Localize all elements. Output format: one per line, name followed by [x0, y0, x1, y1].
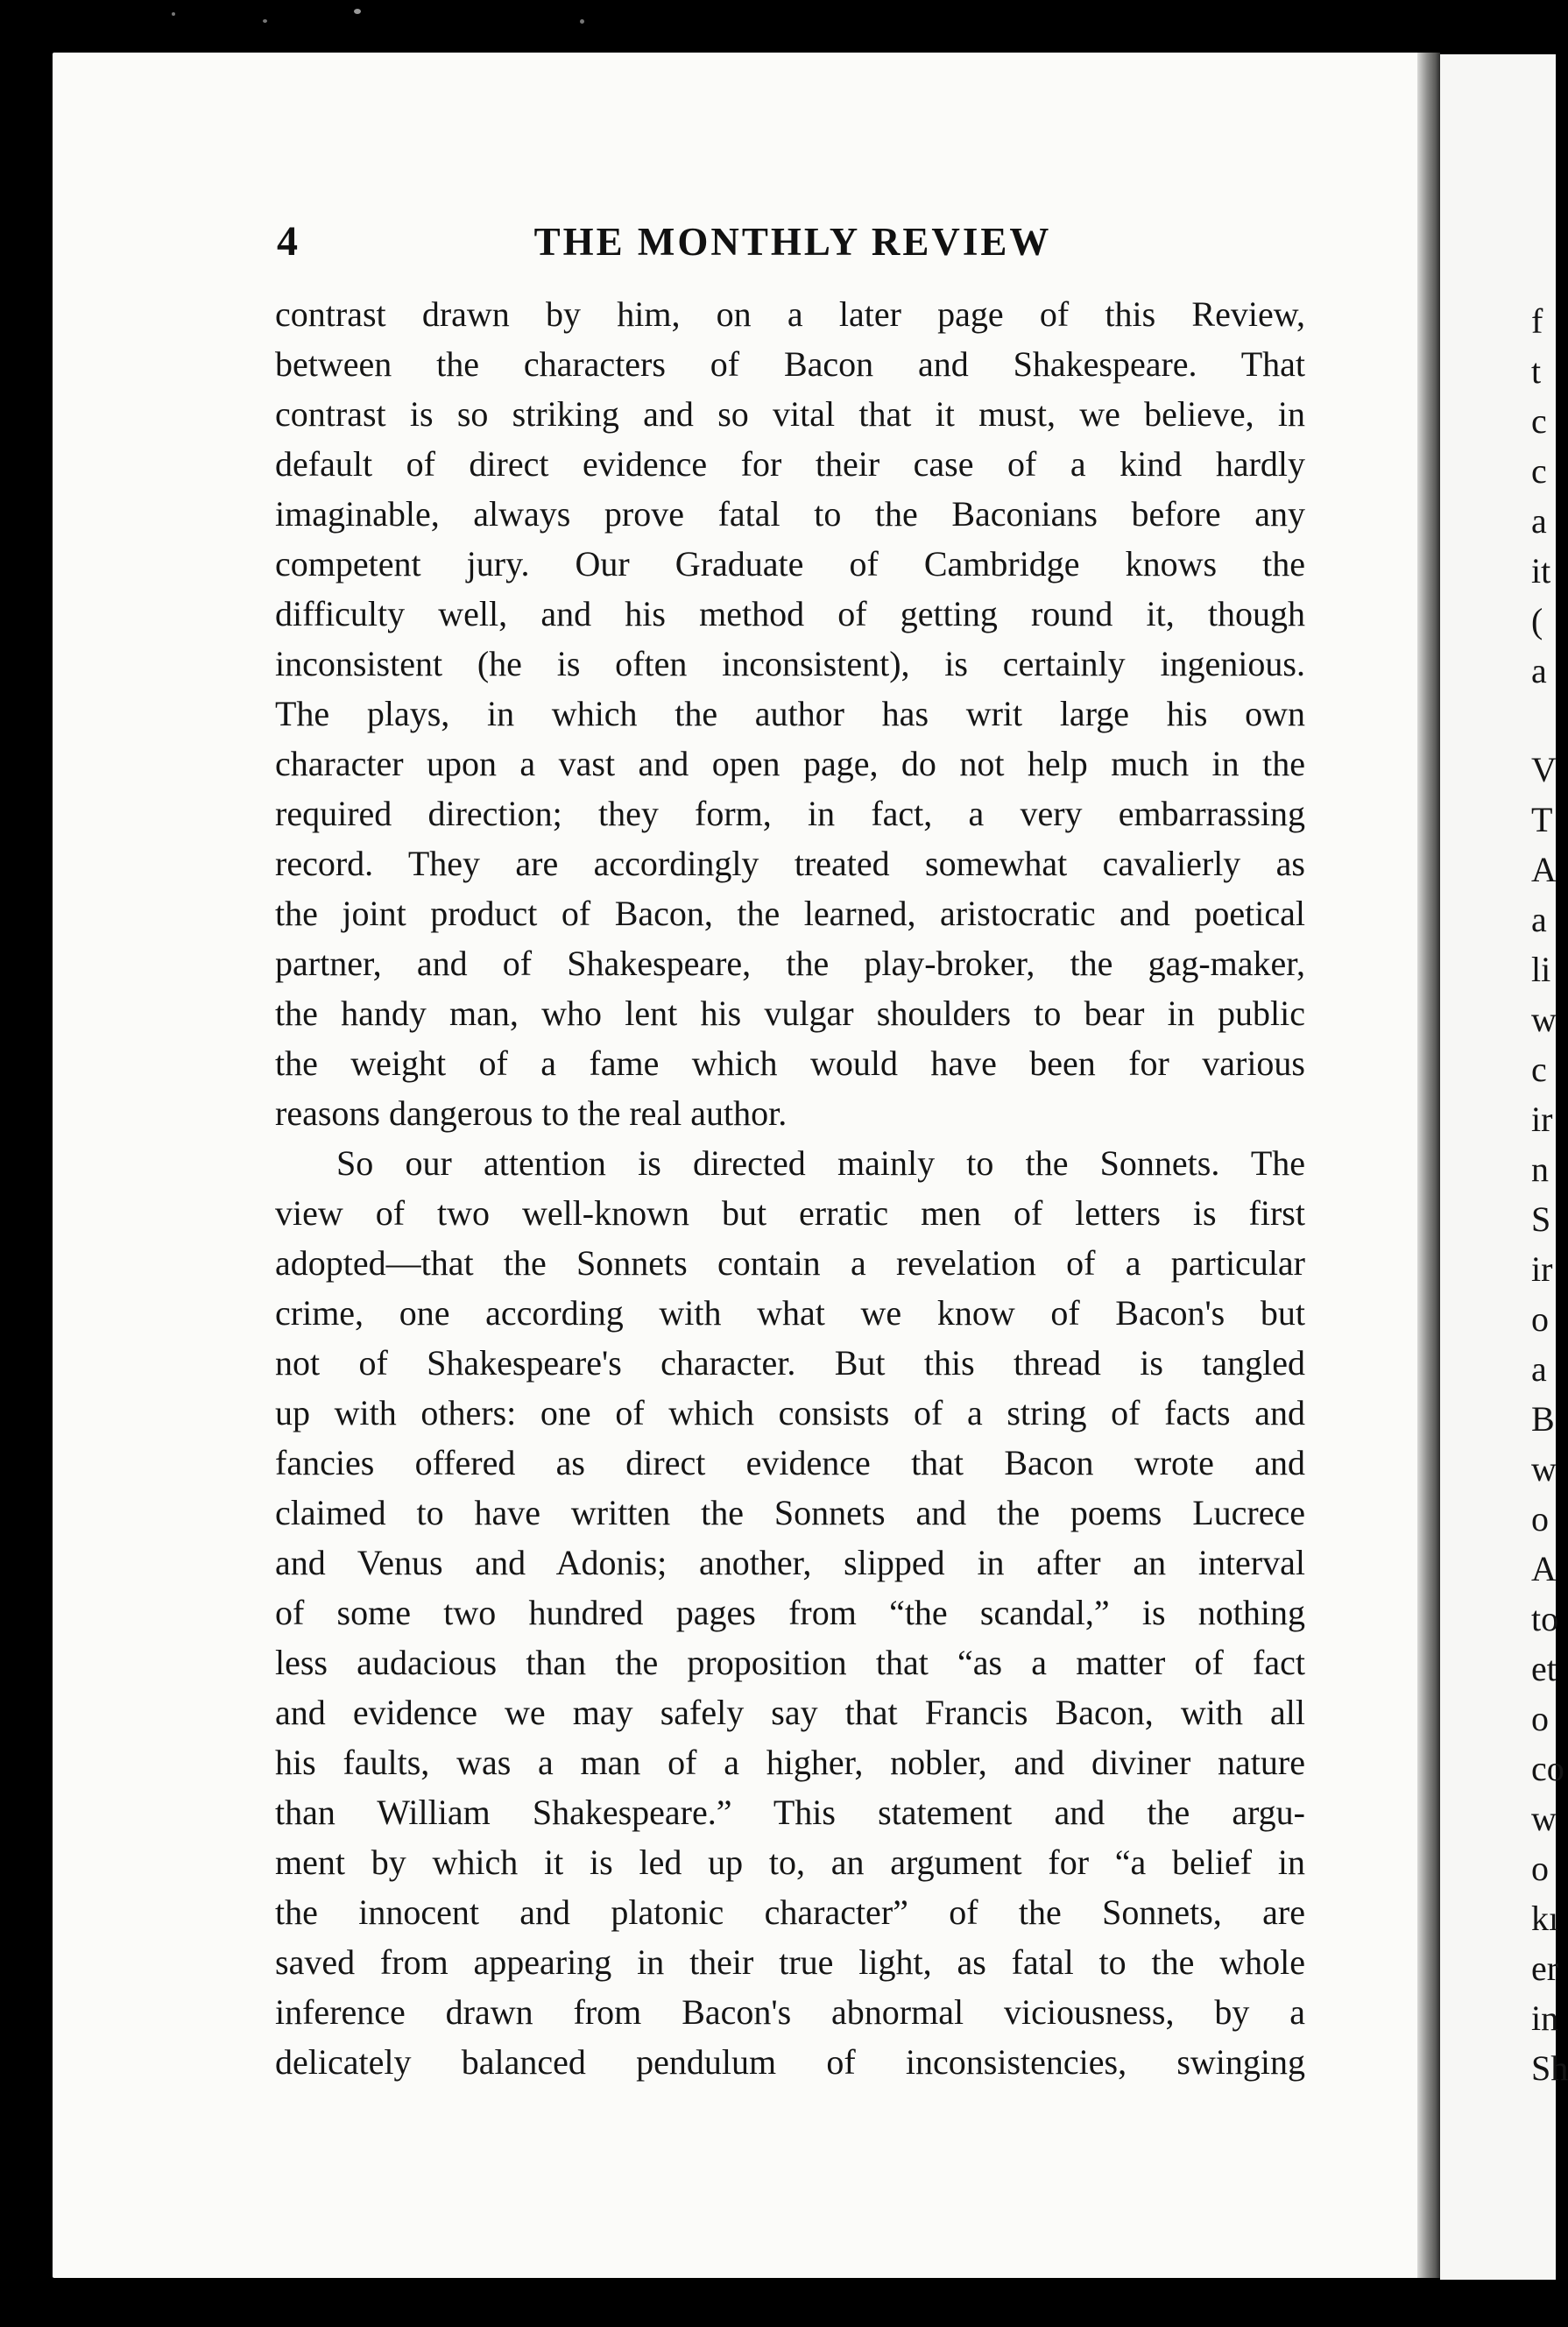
facing-fragment: w — [1531, 1000, 1557, 1039]
facing-fragment: ir — [1531, 1249, 1553, 1289]
facing-fragment: ( — [1531, 601, 1543, 640]
facing-fragment: a — [1531, 651, 1547, 690]
facing-fragment: w — [1531, 1799, 1557, 1838]
facing-fragment: S — [1531, 1199, 1551, 1239]
page-gutter — [1417, 53, 1440, 2278]
text-line: the weight of a fame which would have been for various — [275, 1043, 1305, 1083]
facing-fragment: co — [1531, 1749, 1564, 1788]
text-line: saved from appearing in their true light, as fatal to the whole — [275, 1942, 1305, 1982]
facing-fragment: a — [1531, 1349, 1547, 1389]
text-line: adopted—that the Sonnets contain a revelation of a particular — [275, 1243, 1305, 1283]
facing-fragment: a — [1531, 900, 1547, 939]
text-line: contrast drawn by him, on a later page of this Review, — [275, 294, 1305, 334]
facing-fragment: a — [1531, 501, 1547, 541]
text-line: crime, one according with what we know of Bacon's but — [275, 1293, 1305, 1333]
facing-fragment: in — [1531, 1998, 1559, 2038]
facing-gap — [1531, 696, 1566, 745]
text-line: fancies offered as direct evidence that Bacon wrote and — [275, 1443, 1305, 1482]
body-text — [275, 289, 1305, 2087]
facing-fragment: t — [1531, 351, 1542, 391]
facing-page-text — [1531, 296, 1566, 2093]
scan-speck — [580, 19, 584, 24]
text-line: and Venus and Adonis; another, slipped in after an interval — [275, 1543, 1305, 1582]
facing-fragment: B — [1531, 1399, 1555, 1439]
text-line: than William Shakespeare.” This statement and the argu- — [275, 1793, 1305, 1832]
text-line: between the characters of Bacon and Shakespeare. That — [275, 344, 1305, 384]
facing-fragment: A — [1531, 1549, 1557, 1588]
scan-speck — [263, 19, 267, 23]
facing-fragment: kı — [1531, 1899, 1559, 1938]
text-line: record. They are accordingly treated somewhat cavalierly as — [275, 844, 1305, 883]
text-line: inconsistent (he is often inconsistent), is certainly ingenious. — [275, 644, 1305, 683]
facing-fragment: Sh — [1531, 2048, 1568, 2088]
facing-fragment: A — [1531, 850, 1557, 889]
text-line: the innocent and platonic character” of the Sonnets, are — [275, 1892, 1305, 1932]
text-line: The plays, in which the author has writ large his own — [275, 694, 1305, 733]
text-line: the handy man, who lent his vulgar shoulders to bear in public — [275, 994, 1305, 1033]
text-line: his faults, was a man of a higher, nobler, and diviner nature — [275, 1743, 1305, 1782]
facing-fragment: f — [1531, 301, 1543, 341]
scan-speck — [354, 9, 361, 14]
text-line: imaginable, always prove fatal to the Baconians before any — [275, 494, 1305, 534]
text-line: So our attention is directed mainly to the Sonnets. The — [336, 1143, 1305, 1183]
facing-fragment: er — [1531, 1949, 1559, 1988]
facing-fragment: o — [1531, 1699, 1549, 1738]
facing-fragment: c — [1531, 451, 1547, 491]
text-line: the joint product of Bacon, the learned, aristocratic and poetical — [275, 894, 1305, 933]
facing-fragment: n — [1531, 1149, 1549, 1189]
text-line: partner, and of Shakespeare, the play-broker, the gag-maker, — [275, 944, 1305, 983]
text-line: default of direct evidence for their case of a kind hardly — [275, 444, 1305, 484]
facing-fragment: it — [1531, 551, 1551, 591]
facing-fragment: et — [1531, 1649, 1557, 1688]
text-line: less audacious than the proposition that “as a matter of fact — [275, 1643, 1305, 1682]
page-header — [277, 217, 1309, 279]
text-line: ment by which it is led up to, an argument for “a belief in — [275, 1843, 1305, 1882]
facing-fragment: T — [1531, 800, 1553, 839]
facing-fragment: c — [1531, 1050, 1547, 1089]
text-line: up with others: one of which consists of a string of facts and — [275, 1393, 1305, 1432]
text-line: of some two hundred pages from “the scandal,” is nothing — [275, 1593, 1305, 1632]
text-line: competent jury. Our Graduate of Cambridge knows the — [275, 544, 1305, 584]
facing-fragment: c — [1531, 401, 1547, 441]
text-line: view of two well-known but erratic men of letters is first — [275, 1193, 1305, 1233]
facing-fragment: V — [1531, 750, 1557, 789]
text-line: and evidence we may safely say that Francis Bacon, with all — [275, 1693, 1305, 1732]
text-line: not of Shakespeare's character. But this thread is tangled — [275, 1343, 1305, 1383]
facing-fragment: to — [1531, 1599, 1559, 1638]
page-number: 4 — [277, 218, 298, 265]
text-line: difficulty well, and his method of getting round it, though — [275, 594, 1305, 633]
text-line: required direction; they form, in fact, a very embarrassing — [275, 794, 1305, 833]
scan-speck — [172, 12, 175, 16]
text-line: delicately balanced pendulum of inconsistencies, swinging — [275, 2042, 1305, 2082]
text-line: claimed to have written the Sonnets and the poems Lucrece — [275, 1493, 1305, 1532]
text-line: contrast is so striking and so vital that it must, we believe, in — [275, 394, 1305, 434]
text-line: inference drawn from Bacon's abnormal viciousness, by a — [275, 1992, 1305, 2032]
text-line: character upon a vast and open page, do not help much in the — [275, 744, 1305, 783]
facing-fragment: o — [1531, 1499, 1549, 1538]
facing-fragment: o — [1531, 1299, 1549, 1339]
facing-fragment: ir — [1531, 1100, 1553, 1139]
facing-fragment: w — [1531, 1449, 1557, 1489]
facing-fragment: o — [1531, 1849, 1549, 1888]
text-line: reasons dangerous to the real author. — [275, 1093, 788, 1133]
facing-fragment: li — [1531, 950, 1551, 989]
running-head: THE MONTHLY REVIEW — [533, 220, 1052, 264]
